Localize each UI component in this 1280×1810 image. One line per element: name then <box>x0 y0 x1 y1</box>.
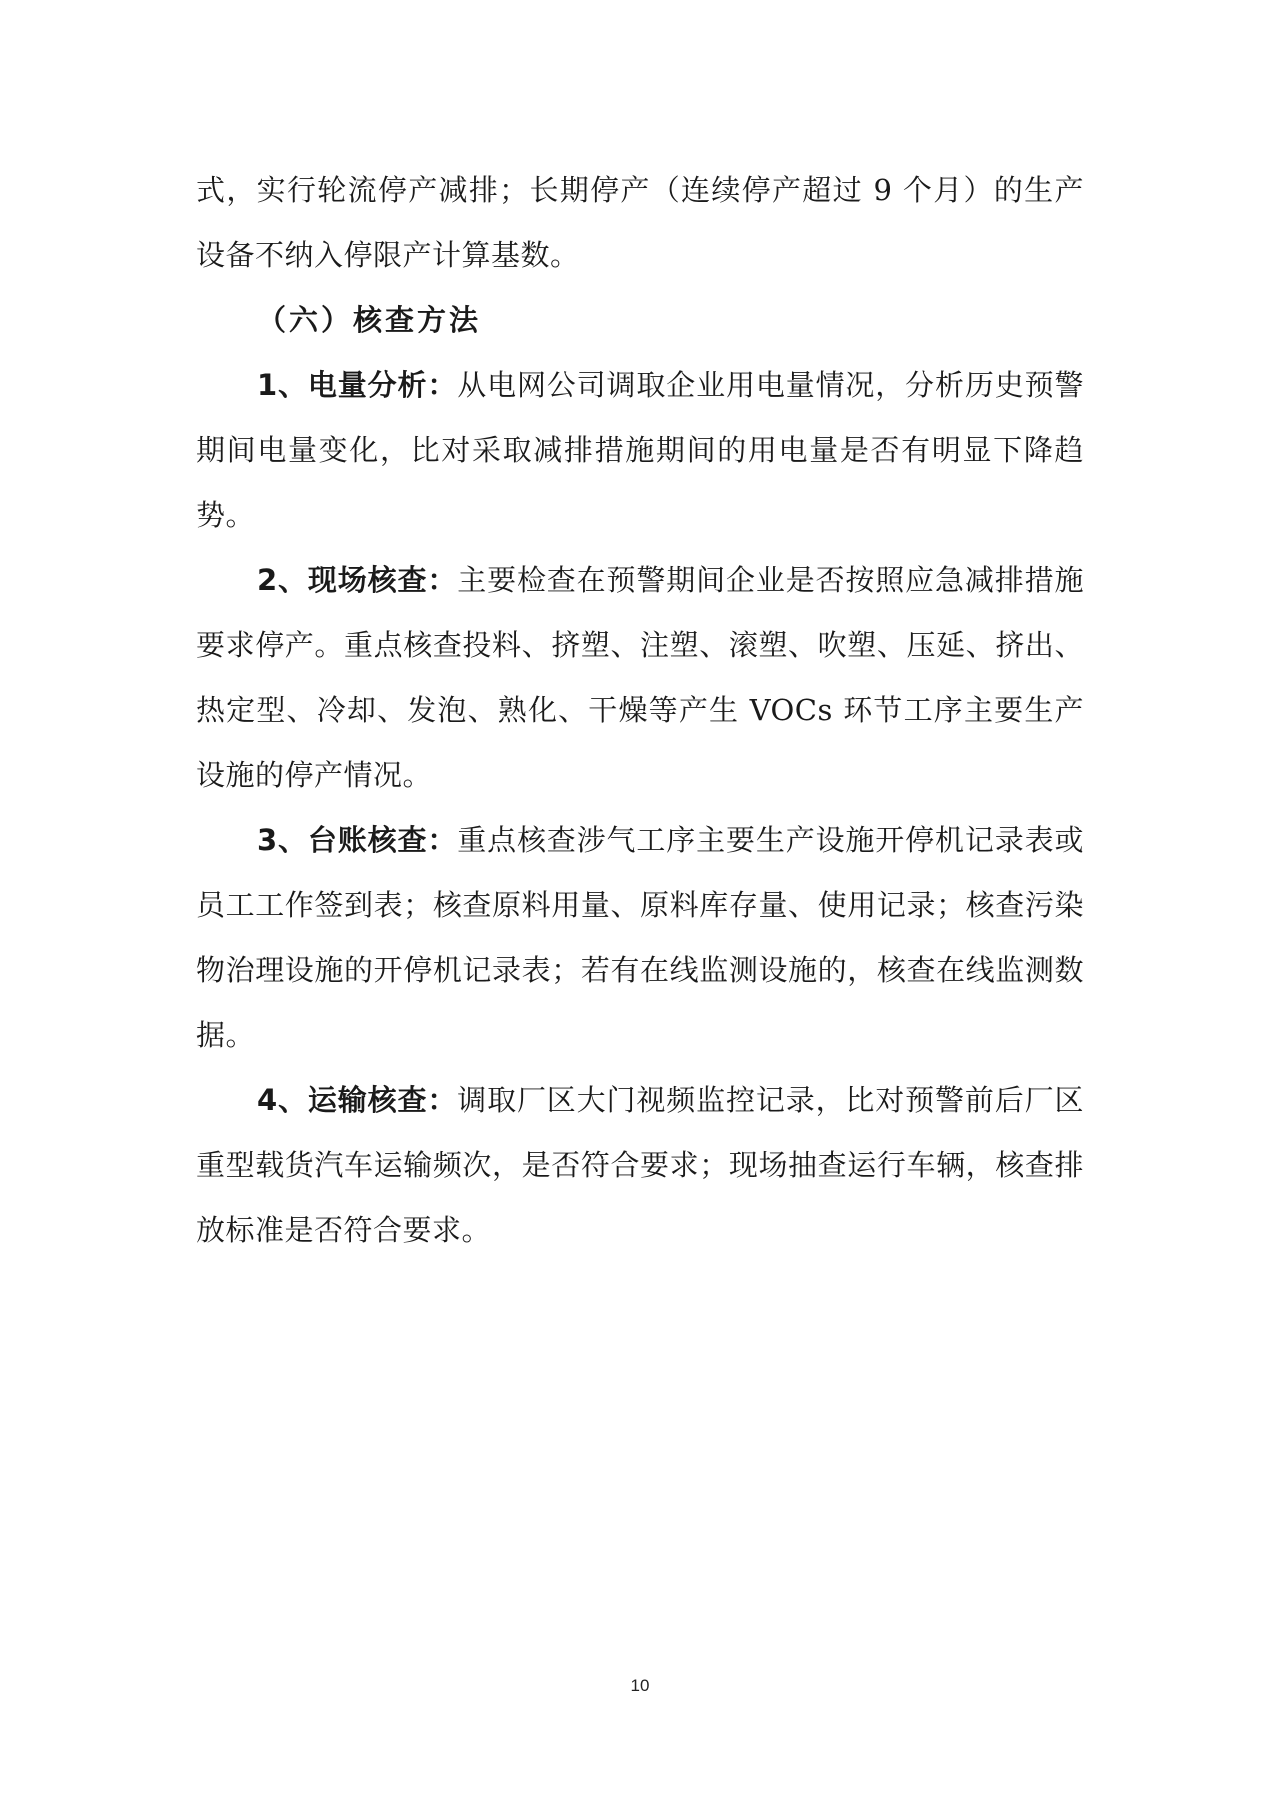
item-3-body: 重点核查涉气工序主要生产设施开停机记录表或员工工作签到表；核查原料用量、原料库存量、使用记录；核查污染物治理设施的开停机记录表；若有在线监测设施的，核查在线监测数据。 <box>196 823 1084 1052</box>
paragraph-item-4 <box>196 1068 1084 1263</box>
page-number: 10 <box>630 1676 650 1695</box>
item-4-body: 调取厂区大门视频监控记录，比对预警前后厂区重型载货汽车运输频次，是否符合要求；现场抽查运行车辆，核查排放标准是否符合要求。 <box>196 1083 1084 1247</box>
item-1-lead: 1、电量分析： <box>257 368 458 402</box>
section-heading: （六）核查方法 <box>257 303 482 337</box>
document-body <box>196 158 1084 1263</box>
item-3-lead: 3、台账核查： <box>257 823 458 857</box>
paragraph-continuation: 式，实行轮流停产减排；长期停产（连续停产超过 9 个月）的生产设备不纳入停限产计算基数。 <box>196 173 1084 272</box>
item-4-lead: 4、运输核查： <box>257 1083 458 1117</box>
item-1-body: 从电网公司调取企业用电量情况，分析历史预警期间电量变化，比对采取减排措施期间的用电量是否有明显下降趋势。 <box>196 368 1084 532</box>
paragraph-item-1 <box>196 353 1084 548</box>
item-2-body: 主要检查在预警期间企业是否按照应急减排措施要求停产。重点核查投料、挤塑、注塑、滚塑、吹塑、压延、挤出、热定型、冷却、发泡、熟化、干燥等产生 VOCs 环节工序主要生产设施的停产情况。 <box>196 563 1084 792</box>
paragraph-item-3 <box>196 808 1084 1068</box>
item-2-lead: 2、现场核查： <box>257 563 458 597</box>
paragraph-item-2 <box>196 548 1084 808</box>
